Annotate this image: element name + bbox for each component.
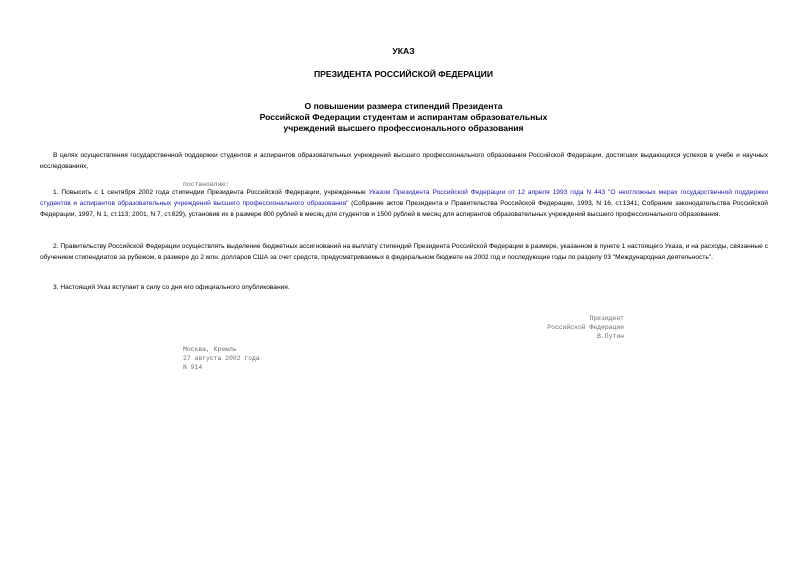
document-heading [0, 101, 807, 134]
item-2-text: 2. Правительству Российской Федерации осуществлять выделение бюджетных ассигнований на выплату стипендий Президента Российской Федерации в размере, указанном в пункте 1 настоящего Указа, и на расходы, связанные с обучением стипендиатов за рубежом, в размере до 2 млн. долларов США за счет средств, предусматриваемых в федеральном бюджете на 2002 год и последующие годы по разделу 03 "Международная деятельность". [40, 243, 768, 261]
preamble-paragraph [40, 151, 768, 173]
item-3-text: 3. Настоящий Указ вступает в силу со дня его официального опубликования. [53, 284, 290, 291]
item-2-paragraph [40, 242, 768, 264]
document-subtitle: ПРЕЗИДЕНТА РОССИЙСКОЙ ФЕДЕРАЦИИ [313, 69, 494, 79]
signature-country: Российской Федерации [547, 324, 624, 331]
decree-word: постановляю: [183, 181, 230, 188]
heading-line: О повышении размера стипендий Президента [304, 101, 503, 111]
place-date-block [183, 345, 260, 372]
decree-number: N 914 [183, 364, 203, 371]
item-1-text-end: (Собрание актов Президента и Правительства Российской Федерации, 1993, N 16, ст.1341; Собрание законодательства Российской Федерации, 1997, N 1, ст.113; 2001, N 7, ст.629), установив их в размере 800 рублей в месяц для студентов и 1500 рублей в месяц для аспирантов образовательных учреждений высшего профессионального образования. [40, 199, 768, 218]
decree-reference-link[interactable]: Указом Президента Российской Федерации от 12 апреля 1993 года N 443 "О неотложных мерах государственной поддержки студентов и аспирантов образовательных учреждений высшего профессионального образования" [40, 189, 768, 207]
preamble-text: В целях осуществления государственной поддержки студентов и аспирантов образовательных учреждений высшего профессионального образования Российской Федерации, достигших выдающихся успехов в учебе и научных исследованиях, [40, 152, 768, 170]
item-3-paragraph [40, 283, 768, 294]
place-city: Москва, Кремль [183, 346, 237, 353]
item-1-text-start: 1. Повысить с 1 сентября 2002 года стипендии Президента Российской Федерации, учрежденные [53, 189, 369, 196]
document-title: УКАЗ [392, 46, 415, 56]
item-1-paragraph [40, 188, 768, 221]
heading-line: Российской Федерации студентам и аспирантам образовательных [259, 112, 548, 122]
signature-title: Президент [589, 315, 624, 322]
signature-name: В.Путин [597, 333, 624, 340]
signature-block [547, 314, 624, 341]
heading-line: учреждений высшего профессионального образования [283, 123, 524, 133]
place-date: 27 августа 2002 года [183, 355, 260, 362]
